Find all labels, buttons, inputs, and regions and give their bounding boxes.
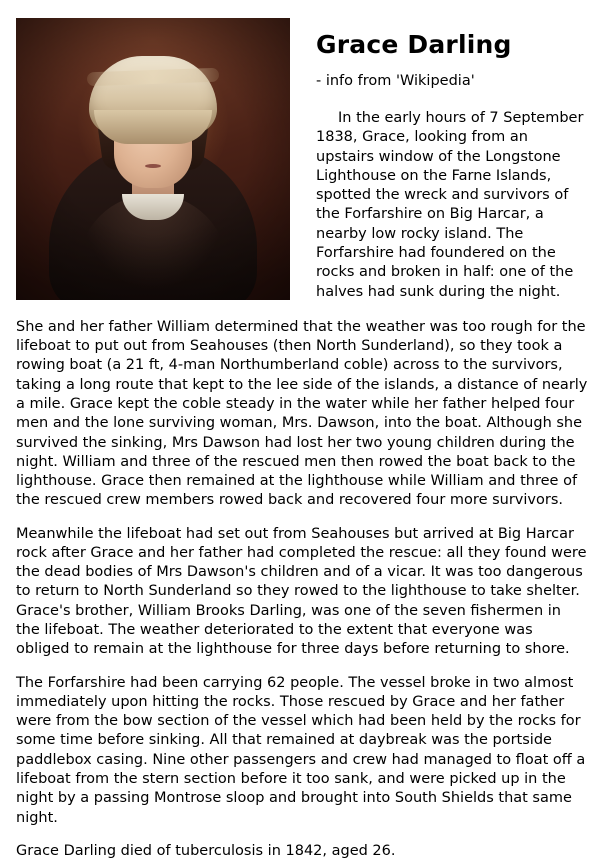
header-section [16, 18, 588, 302]
body-paragraph-1: She and her father William determined that the weather was too rough for the lifeboat to put out from Seahouses (then North Sunderland), so they took a rowing boat (a 21 ft, 4-man Northumberland coble) across to the survivors, taking a long route that kept to the lee side of the islands, a distance of nearly a mile. Grace kept the coble steady in the water while her father helped four men and the lone surviving woman, Mrs. Dawson, into the boat. Although she survived the sinking, Mrs Dawson had lost her two young children during the night. William and three of the rescued men then rowed the boat back to the lighthouse. Grace then remained at the lighthouse while William and three of the rescued crew members rowed back and recovered four more survivors. [16, 318, 588, 509]
body-paragraph-3: The Forfarshire had been carrying 62 people. The vessel broke in two almost immediately upon hitting the rocks. Those rescued by Grace and her father were from the bow section of the vessel which had been held by the rocks for some time before sinking. All that remained at daybreak was the portside paddlebox casing. Nine other passengers and crew had managed to float off a lifeboat from the stern section before it too sank, and were picked up in the night by a passing Montrose sloop and brought into South Shields that same night. [16, 674, 586, 826]
source-attribution: - info from 'Wikipedia' [316, 73, 475, 89]
portrait-vignette [16, 18, 290, 300]
body-paragraph-2: Meanwhile the lifeboat had set out from Seahouses but arrived at Big Harcar rock after Grace and her father had completed the rescue: all they found were the dead bodies of Mrs Dawson's children and of a vicar. It was too dangerous to return to North Sunderland so they rowed to the lighthouse to take shelter. Grace's brother, William Brooks Darling, was one of the seven fishermen in the lifeboat. The weather deteriorated to the extent that everyone was obliged to remain at the lighthouse for three days before returning to shore. [16, 525, 587, 658]
header-text-column [290, 18, 588, 302]
lead-paragraph: In the early hours of 7 September 1838, Grace, looking from an upstairs window of the Longstone Lighthouse on the Farne Islands, spotted the wreck and survivors of the Forfarshire on Big Harcar, a nearby low rocky island. The Forfarshire had foundered on the rocks and broken in half: one of the halves had sunk during the night. [316, 110, 584, 300]
page-title: Grace Darling [316, 30, 512, 59]
body-paragraph-4: Grace Darling died of tuberculosis in 1842, aged 26. [16, 842, 396, 859]
body-text [16, 318, 588, 861]
grace-darling-portrait-image [16, 18, 290, 300]
